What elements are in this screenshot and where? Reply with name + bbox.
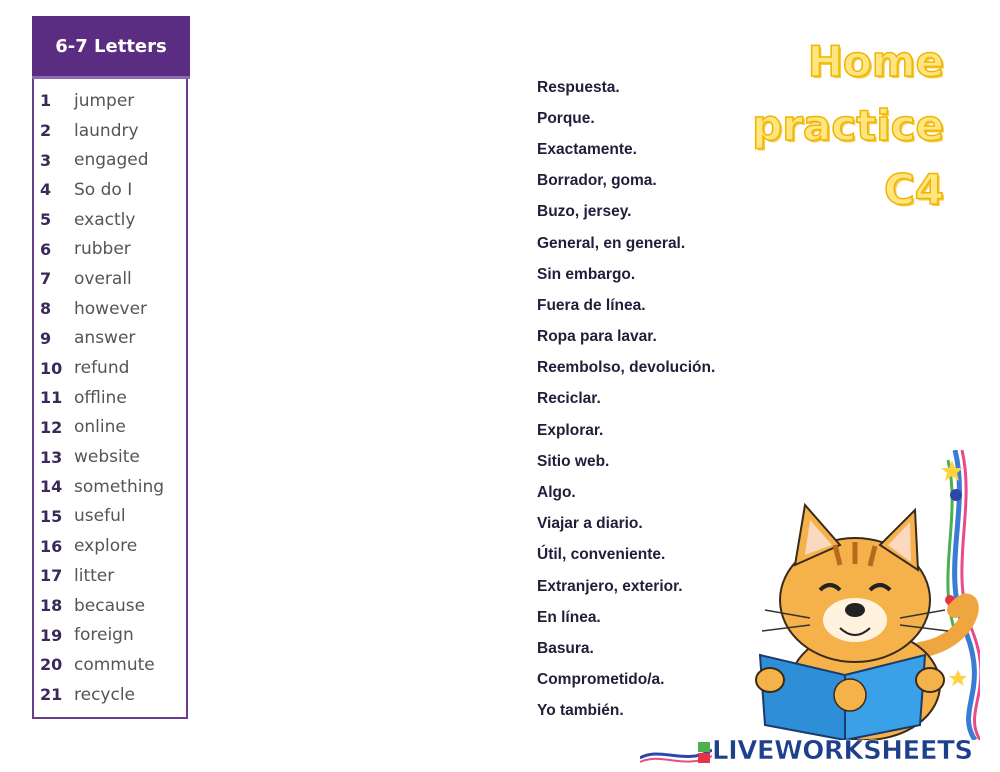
list-item xyxy=(40,442,164,472)
word-number: 21 xyxy=(40,685,63,705)
meaning-item: Explorar. xyxy=(537,421,604,439)
meaning-item: Algo. xyxy=(537,484,576,502)
list-item xyxy=(40,680,164,710)
list-item xyxy=(40,413,164,443)
cat-reading-icon xyxy=(740,450,980,740)
meaning-item: Borrador, goma. xyxy=(537,172,657,190)
word-number: 19 xyxy=(40,625,63,645)
list-item xyxy=(40,472,164,502)
meaning-item: Reciclar. xyxy=(537,390,601,408)
list-item xyxy=(40,353,164,383)
meaning-item: Fuera de línea. xyxy=(537,296,646,314)
meaning-item: Sitio web. xyxy=(537,452,610,470)
list-item xyxy=(40,561,164,591)
meaning-item: Reembolso, devolución. xyxy=(537,359,716,377)
word-number: 10 xyxy=(40,358,63,378)
word-text: something xyxy=(74,476,165,497)
word-text: recycle xyxy=(74,684,136,705)
cat-illustration xyxy=(740,450,980,740)
meaning-item: En línea. xyxy=(537,608,601,626)
word-number: 6 xyxy=(40,239,52,259)
list-item xyxy=(40,531,164,561)
word-text: So do I xyxy=(74,179,133,200)
meaning-item: Yo también. xyxy=(537,702,624,720)
list-item xyxy=(40,234,164,264)
list-item xyxy=(40,324,164,354)
list-item xyxy=(40,650,164,680)
list-item xyxy=(40,264,164,294)
word-text: explore xyxy=(74,536,138,557)
list-item xyxy=(40,383,164,413)
word-number: 18 xyxy=(40,596,63,616)
word-text: offline xyxy=(74,387,127,408)
word-text: website xyxy=(74,447,140,468)
word-number: 5 xyxy=(40,210,52,230)
watermark xyxy=(640,730,1000,772)
meaning-item: General, en general. xyxy=(537,234,686,252)
meaning-item: Viajar a diario. xyxy=(537,515,643,533)
word-text: overall xyxy=(74,268,132,289)
meaning-item: Ropa para lavar. xyxy=(537,328,657,346)
meaning-item: Comprometido/a. xyxy=(537,671,665,689)
title-line-home: Home xyxy=(807,37,944,86)
meaning-item: Extranjero, exterior. xyxy=(537,577,683,595)
liveworksheets-logo-icon xyxy=(640,736,712,766)
vocabulary-panel xyxy=(32,16,188,719)
word-text: refund xyxy=(74,358,130,379)
word-number: 3 xyxy=(40,150,52,170)
title-line-practice: practice xyxy=(752,101,944,150)
meaning-item: Porque. xyxy=(537,109,595,127)
word-text: commute xyxy=(74,654,155,675)
word-number: 1 xyxy=(40,91,52,111)
word-text: foreign xyxy=(74,625,134,646)
title-line-c4: C4 xyxy=(883,165,944,214)
word-text: jumper xyxy=(74,90,135,111)
word-text: rubber xyxy=(74,239,131,260)
page-title xyxy=(752,30,944,222)
list-item xyxy=(40,116,164,146)
meaning-item: Basura. xyxy=(537,639,594,657)
word-text: however xyxy=(74,298,148,319)
watermark-text: LIVEWORKSHEETS xyxy=(712,736,973,766)
word-text: because xyxy=(74,595,146,616)
list-item xyxy=(40,205,164,235)
word-number: 14 xyxy=(40,477,63,497)
meaning-item: Respuesta. xyxy=(537,78,620,96)
word-text: laundry xyxy=(74,120,139,141)
word-number: 15 xyxy=(40,506,63,526)
list-item xyxy=(40,145,164,175)
word-number: 12 xyxy=(40,417,63,437)
word-list xyxy=(40,86,164,709)
word-text: answer xyxy=(74,328,136,349)
list-item xyxy=(40,502,164,532)
panel-header: 6-7 Letters xyxy=(32,16,190,76)
word-text: online xyxy=(74,417,126,438)
meaning-item: Útil, conveniente. xyxy=(537,546,666,564)
meaning-item: Buzo, jersey. xyxy=(537,203,632,221)
word-number: 7 xyxy=(40,269,52,289)
meanings-list xyxy=(537,72,715,727)
list-item xyxy=(40,86,164,116)
meaning-item: Sin embargo. xyxy=(537,265,636,283)
list-item xyxy=(40,294,164,324)
word-text: exactly xyxy=(74,209,136,230)
word-number: 4 xyxy=(40,180,52,200)
word-number: 20 xyxy=(40,655,63,675)
word-number: 17 xyxy=(40,566,63,586)
word-number: 9 xyxy=(40,328,52,348)
word-text: engaged xyxy=(74,150,149,171)
word-number: 2 xyxy=(40,121,52,141)
list-item xyxy=(40,175,164,205)
word-number: 8 xyxy=(40,299,52,319)
list-item xyxy=(40,591,164,621)
word-number: 16 xyxy=(40,536,63,556)
word-number: 13 xyxy=(40,447,63,467)
word-number: 11 xyxy=(40,388,63,408)
word-text: useful xyxy=(74,506,126,527)
meaning-item: Exactamente. xyxy=(537,140,637,158)
list-item xyxy=(40,620,164,650)
word-text: litter xyxy=(74,565,115,586)
